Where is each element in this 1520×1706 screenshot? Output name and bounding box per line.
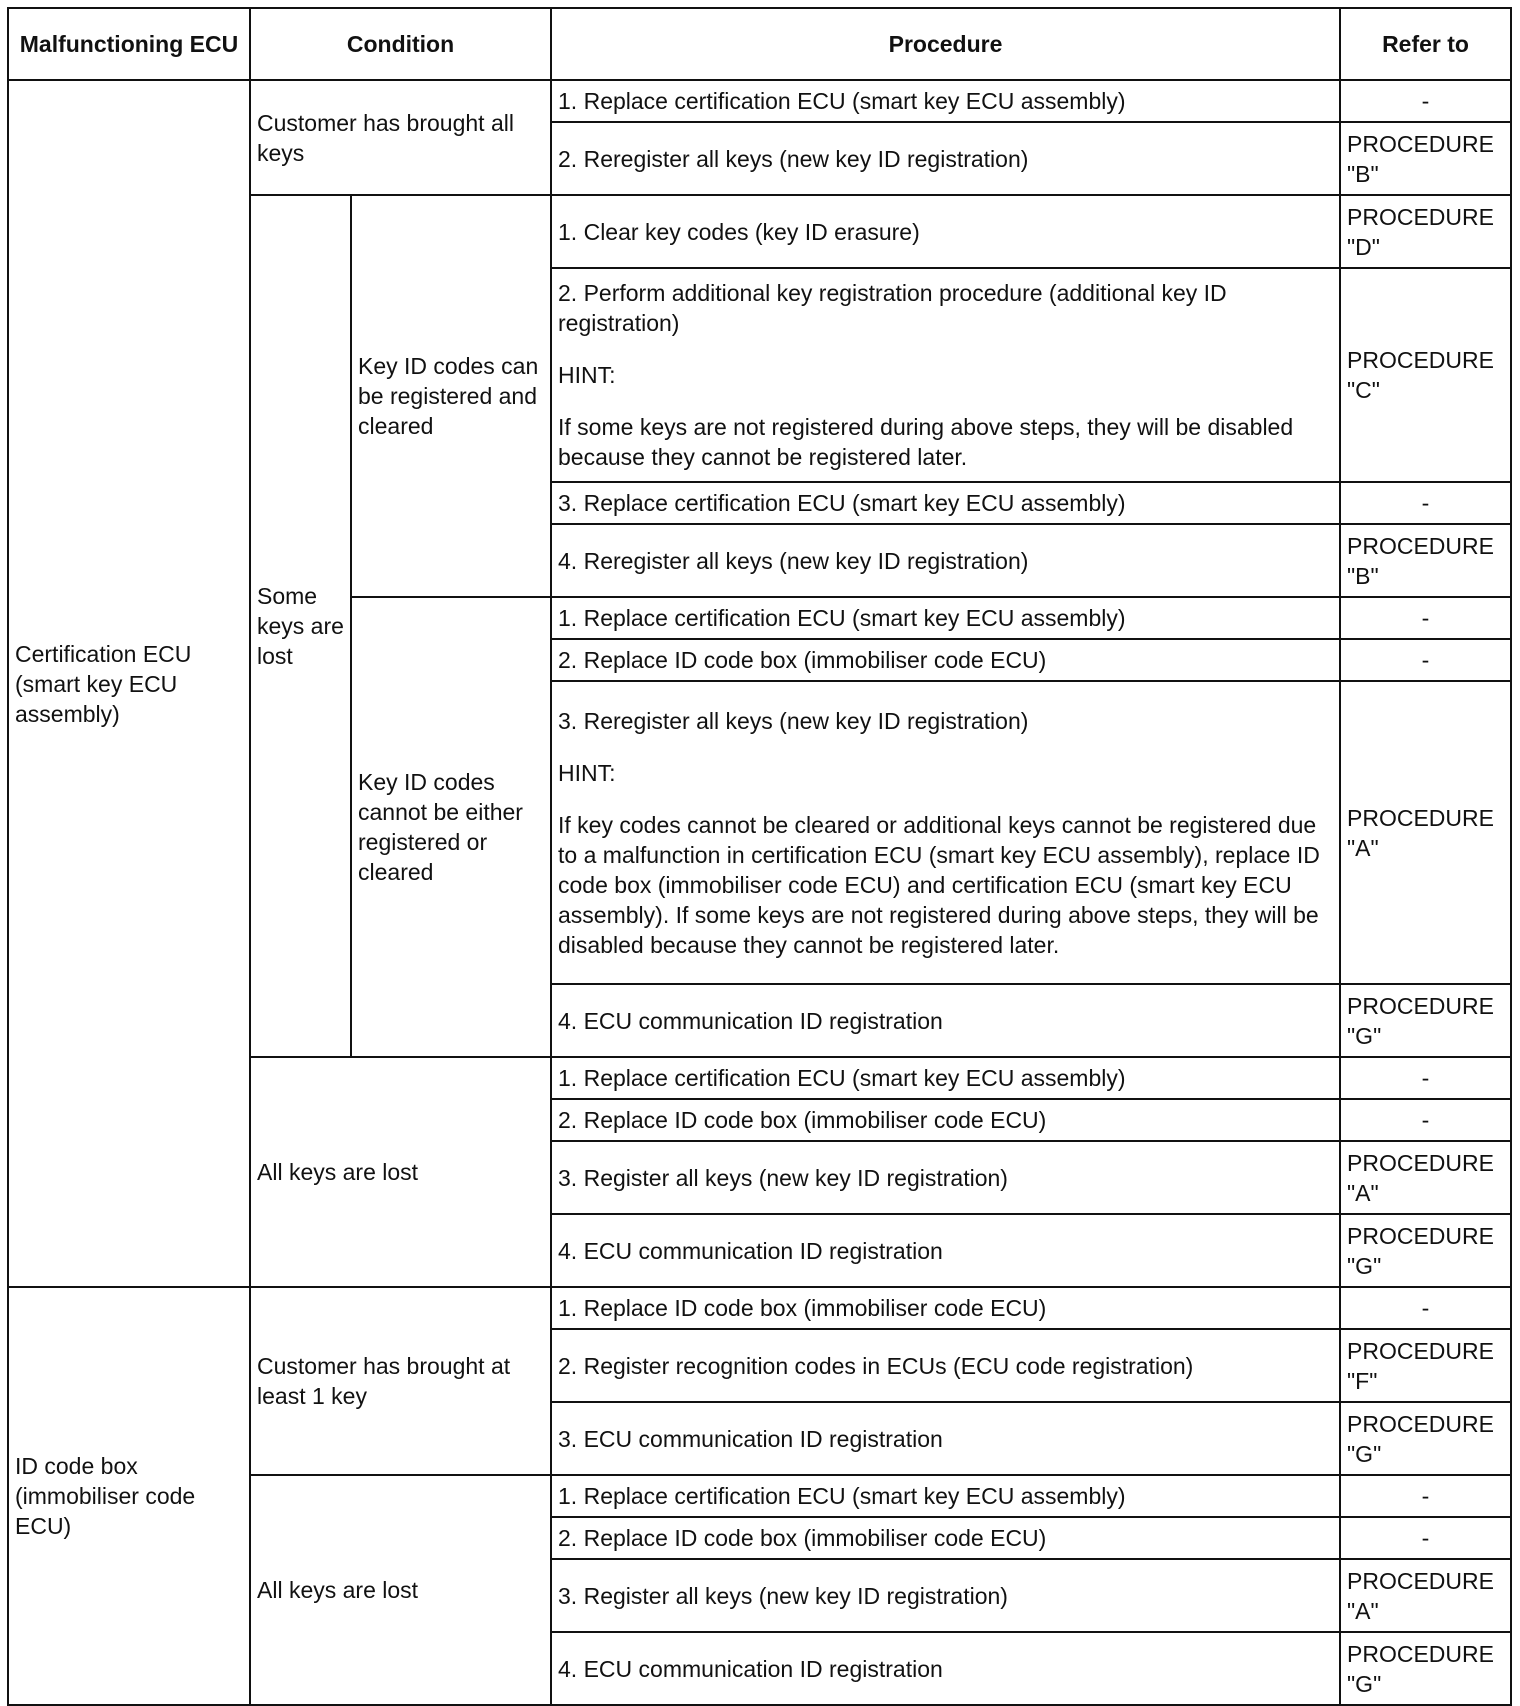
condition-cell: All keys are lost <box>250 1057 551 1287</box>
procedure-cell: 2. Replace ID code box (immobiliser code ECU) <box>551 1099 1340 1141</box>
refer-cell: PROCEDURE "A" <box>1340 681 1511 984</box>
hint-text: If key codes cannot be cleared or additional keys cannot be registered due to a malfunction in certification ECU (smart key ECU assembly), replace ID code box (immobiliser code ECU) and certification ECU (smart key ECU assembly). If some keys are not registered during above steps, they will be disabled because they cannot be registered later. <box>558 811 1320 958</box>
procedure-step: 3. Reregister all keys (new key ID registration) <box>558 707 1029 734</box>
condition-cell: All keys are lost <box>250 1475 551 1705</box>
refer-cell: PROCEDURE "B" <box>1340 122 1511 195</box>
header-row <box>8 8 1511 80</box>
procedure-cell <box>551 681 1340 984</box>
condition-cell: Some keys are lost <box>250 195 351 1057</box>
refer-cell: - <box>1340 639 1511 681</box>
refer-cell: PROCEDURE "F" <box>1340 1329 1511 1402</box>
header-procedure: Procedure <box>551 8 1340 80</box>
refer-cell: - <box>1340 1287 1511 1329</box>
procedure-cell <box>551 268 1340 482</box>
procedure-cell: 1. Replace certification ECU (smart key ECU assembly) <box>551 597 1340 639</box>
procedure-cell: 4. ECU communication ID registration <box>551 1214 1340 1287</box>
refer-cell: PROCEDURE "G" <box>1340 1214 1511 1287</box>
procedure-cell: 1. Replace certification ECU (smart key ECU assembly) <box>551 1475 1340 1517</box>
procedure-table <box>7 7 1512 1706</box>
procedure-cell: 1. Replace certification ECU (smart key ECU assembly) <box>551 80 1340 122</box>
procedure-cell: 1. Replace certification ECU (smart key ECU assembly) <box>551 1057 1340 1099</box>
refer-cell: - <box>1340 1475 1511 1517</box>
subcondition-cell: Key ID codes can be registered and cleared <box>351 195 551 597</box>
procedure-step: 2. Perform additional key registration procedure (additional key ID registration) <box>558 280 1227 336</box>
ecu-cell-certification: Certification ECU (smart key ECU assembly) <box>8 80 250 1287</box>
procedure-cell: 1. Replace ID code box (immobiliser code ECU) <box>551 1287 1340 1329</box>
header-condition: Condition <box>250 8 551 80</box>
procedure-cell: 2. Replace ID code box (immobiliser code ECU) <box>551 639 1340 681</box>
header-malfunctioning-ecu: Malfunctioning ECU <box>8 8 250 80</box>
refer-cell: PROCEDURE "G" <box>1340 1402 1511 1475</box>
procedure-cell: 4. Reregister all keys (new key ID registration) <box>551 524 1340 597</box>
refer-cell: - <box>1340 1057 1511 1099</box>
table-row <box>8 1287 1511 1329</box>
table-row <box>8 80 1511 122</box>
refer-cell: PROCEDURE "D" <box>1340 195 1511 268</box>
refer-cell: PROCEDURE "A" <box>1340 1141 1511 1214</box>
procedure-cell: 2. Replace ID code box (immobiliser code ECU) <box>551 1517 1340 1559</box>
hint-text: If some keys are not registered during above steps, they will be disabled because they cannot be registered later. <box>558 414 1294 470</box>
refer-cell: PROCEDURE "B" <box>1340 524 1511 597</box>
procedure-cell: 3. Register all keys (new key ID registration) <box>551 1559 1340 1632</box>
refer-cell: PROCEDURE "C" <box>1340 268 1511 482</box>
refer-cell: - <box>1340 597 1511 639</box>
condition-cell: Customer has brought at least 1 key <box>250 1287 551 1475</box>
refer-cell: PROCEDURE "A" <box>1340 1559 1511 1632</box>
procedure-cell: 1. Clear key codes (key ID erasure) <box>551 195 1340 268</box>
procedure-cell: 2. Reregister all keys (new key ID registration) <box>551 122 1340 195</box>
header-refer-to: Refer to <box>1340 8 1511 80</box>
refer-cell: - <box>1340 1517 1511 1559</box>
hint-label: HINT: <box>558 759 616 786</box>
refer-cell: - <box>1340 1099 1511 1141</box>
procedure-cell: 4. ECU communication ID registration <box>551 984 1340 1057</box>
refer-cell: - <box>1340 482 1511 524</box>
refer-cell: PROCEDURE "G" <box>1340 1632 1511 1705</box>
procedure-cell: 3. ECU communication ID registration <box>551 1402 1340 1475</box>
ecu-cell-id-code-box: ID code box (immobiliser code ECU) <box>8 1287 250 1705</box>
condition-cell: Customer has brought all keys <box>250 80 551 195</box>
procedure-cell: 2. Register recognition codes in ECUs (ECU code registration) <box>551 1329 1340 1402</box>
refer-cell: - <box>1340 80 1511 122</box>
subcondition-cell: Key ID codes cannot be either registered or cleared <box>351 597 551 1057</box>
procedure-cell: 3. Replace certification ECU (smart key ECU assembly) <box>551 482 1340 524</box>
procedure-cell: 3. Register all keys (new key ID registration) <box>551 1141 1340 1214</box>
procedure-cell: 4. ECU communication ID registration <box>551 1632 1340 1705</box>
hint-label: HINT: <box>558 362 616 388</box>
refer-cell: PROCEDURE "G" <box>1340 984 1511 1057</box>
